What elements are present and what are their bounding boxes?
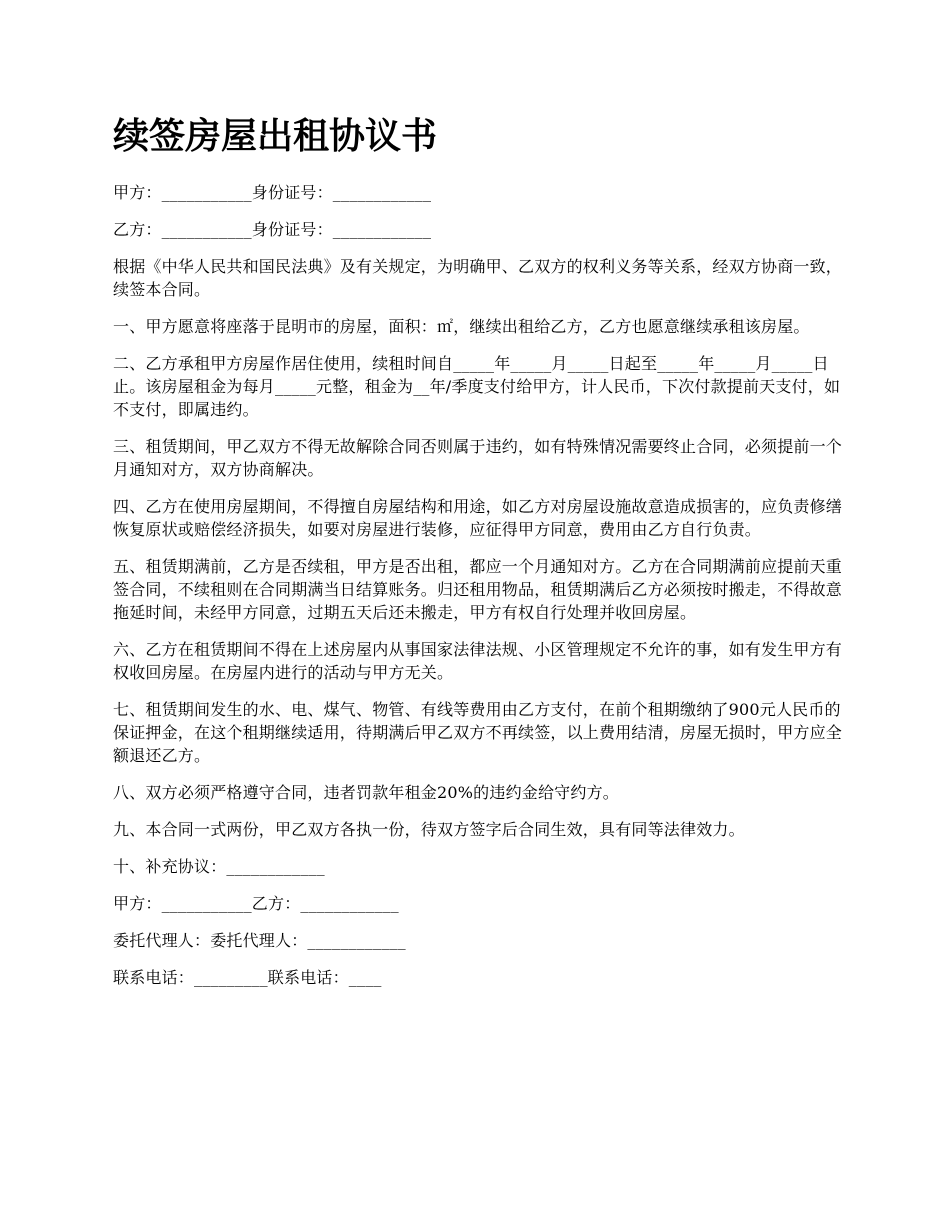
- clause-2: 二、乙方承租甲方房屋作居住使用，续租时间自_____年_____月_____日起至_____年_____月_____日止。该房屋租金为每月_____元整，租金为__年/季度支付给甲方，计人民币，下次付款提前天支付，如不支付，即属违约。: [113, 354, 841, 419]
- party-a-line: 甲方：___________身份证号：____________: [113, 183, 432, 202]
- clause-7: 七、租赁期间发生的水、电、煤气、物管、有线等费用由乙方支付，在前个租期缴纳了900元人民币的保证押金，在这个租期继续适用，待期满后甲乙双方不再续签，以上费用结清，房屋无损时，甲方应全额退还乙方。: [113, 700, 843, 765]
- agent-line: 委托代理人：委托代理人：____________: [113, 931, 406, 950]
- clause-1: 一、甲方愿意将座落于昆明市的房屋，面积：㎡，继续出租给乙方，乙方也愿意继续承租该房屋。: [113, 317, 810, 336]
- clause-8: 八、双方必须严格遵守合同，违者罚款年租金20%的违约金给守约方。: [113, 783, 619, 802]
- phone-line: 联系电话：_________联系电话：____: [113, 968, 382, 987]
- party-b-line: 乙方：___________身份证号：____________: [113, 220, 432, 239]
- clause-4: 四、乙方在使用房屋期间，不得擅自房屋结构和用途，如乙方对房屋设施故意造成损害的，应负责修缮恢复原状或赔偿经济损失，如要对房屋进行装修，应征得甲方同意，费用由乙方自行负责。: [113, 497, 843, 539]
- clause-10-supplement: 十、补充协议：____________: [113, 857, 325, 876]
- clause-3: 三、租赁期间，甲乙双方不得无故解除合同否则属于违约，如有特殊情况需要终止合同，必须提前一个月通知对方，双方协商解决。: [113, 437, 843, 479]
- clause-5: 五、租赁期满前，乙方是否续租，甲方是否出租，都应一个月通知对方。乙方在合同期满前应提前天重签合同，不续租则在合同期满当日结算账务。归还租用物品，租赁期满后乙方必须按时搬走，不得故意拖延时间，未经甲方同意，过期五天后还未搬走，甲方有权自行处理并收回房屋。: [113, 557, 843, 622]
- signature-line: 甲方：___________乙方：____________: [113, 894, 399, 913]
- preamble-paragraph: 根据《中华人民共和国民法典》及有关规定，为明确甲、乙双方的权利义务等关系，经双方协商一致，续签本合同。: [113, 257, 843, 299]
- document-body: [113, 181, 853, 1003]
- clause-9: 九、本合同一式两份，甲乙双方各执一份，待双方签字后合同生效，具有同等法律效力。: [113, 820, 745, 839]
- document-title: 续签房屋出租协议书: [113, 116, 438, 157]
- clause-6: 六、乙方在租赁期间不得在上述房屋内从事国家法律法规、小区管理规定不允许的事，如有发生甲方有权收回房屋。在房屋内进行的活动与甲方无关。: [113, 640, 843, 682]
